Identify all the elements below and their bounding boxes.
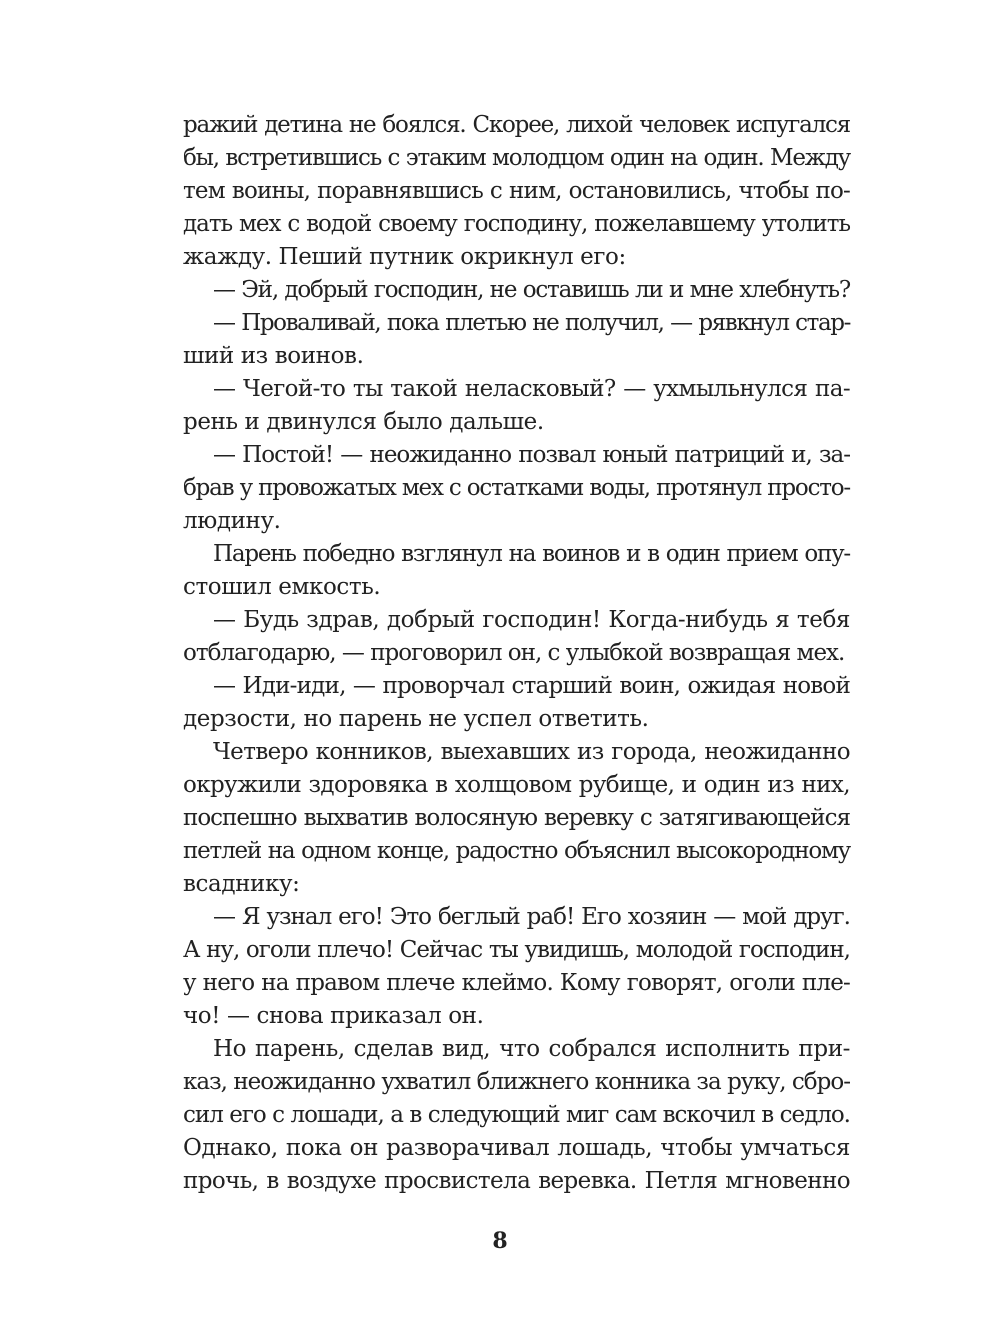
- text-line: — Постой! — неожиданно позвал юный патриций и, за-: [213, 442, 850, 468]
- text-line: — Иди-иди, — проворчал старший воин, ожидая новой: [213, 673, 850, 699]
- text-line: — Я узнал его! Это беглый раб! Его хозяин — мой друг.: [213, 904, 850, 930]
- text-line: брав у провожатых мех с остатками воды, протянул просто-: [183, 475, 850, 501]
- text-line: Однако, пока он разворачивал лошадь, чтобы умчаться: [183, 1135, 850, 1161]
- page-number: 8: [492, 1228, 508, 1254]
- text-line: каз, неожиданно ухватил ближнего конника за руку, сбро-: [183, 1069, 850, 1095]
- text-line: рень и двинулся было дальше.: [183, 409, 544, 435]
- text-line: — Будь здрав, добрый господин! Когда-нибудь я тебя: [213, 607, 850, 633]
- text-line: тем воины, поравнявшись с ним, остановились, чтобы по-: [183, 178, 850, 204]
- text-line: Но парень, сделав вид, что собрался исполнить при-: [213, 1036, 850, 1062]
- text-line: стошил емкость.: [183, 574, 381, 600]
- body-text: [183, 109, 850, 1198]
- text-line: отблагодарю, — проговорил он, с улыбкой возвращая мех.: [183, 640, 845, 666]
- text-line: — Проваливай, пока плетью не получил, — рявкнул стар-: [213, 310, 850, 336]
- text-line: петлей на одном конце, радостно объяснил высокородному: [183, 838, 850, 864]
- text-line: Парень победно взглянул на воинов и в один прием опу-: [213, 541, 850, 567]
- text-line: жажду. Пеший путник окрикнул его:: [183, 244, 626, 270]
- text-line: — Чегой-то ты такой неласковый? — ухмыльнулся па-: [213, 376, 850, 402]
- text-line: всаднику:: [183, 871, 300, 897]
- text-line: дать мех с водой своему господину, пожелавшему утолить: [183, 211, 850, 237]
- text-line: ражий детина не боялся. Скорее, лихой человек испугался: [183, 112, 850, 138]
- text-line: людину.: [183, 508, 281, 534]
- text-line: сил его с лошади, а в следующий миг сам вскочил в седло.: [183, 1102, 850, 1128]
- text-line: поспешно выхватив волосяную веревку с затягивающейся: [183, 805, 850, 831]
- text-line: бы, встретившись с этаким молодцом один на один. Между: [183, 145, 850, 171]
- text-line: А ну, оголи плечо! Сейчас ты увидишь, молодой господин,: [183, 937, 850, 963]
- text-line: прочь, в воздухе просвистела веревка. Петля мгновенно: [183, 1168, 850, 1194]
- text-line: Четверо конников, выехавших из города, неожиданно: [213, 739, 850, 765]
- text-line: у него на правом плече клеймо. Кому говорят, оголи пле-: [183, 970, 850, 996]
- text-line: ший из воинов.: [183, 343, 364, 369]
- text-line: — Эй, добрый господин, не оставишь ли и мне хлебнуть?: [213, 277, 850, 303]
- text-line: окружили здоровяка в холщовом рубище, и один из них,: [183, 772, 850, 798]
- text-line: дерзости, но парень не успел ответить.: [183, 706, 649, 732]
- text-line: чо! — снова приказал он.: [183, 1003, 484, 1029]
